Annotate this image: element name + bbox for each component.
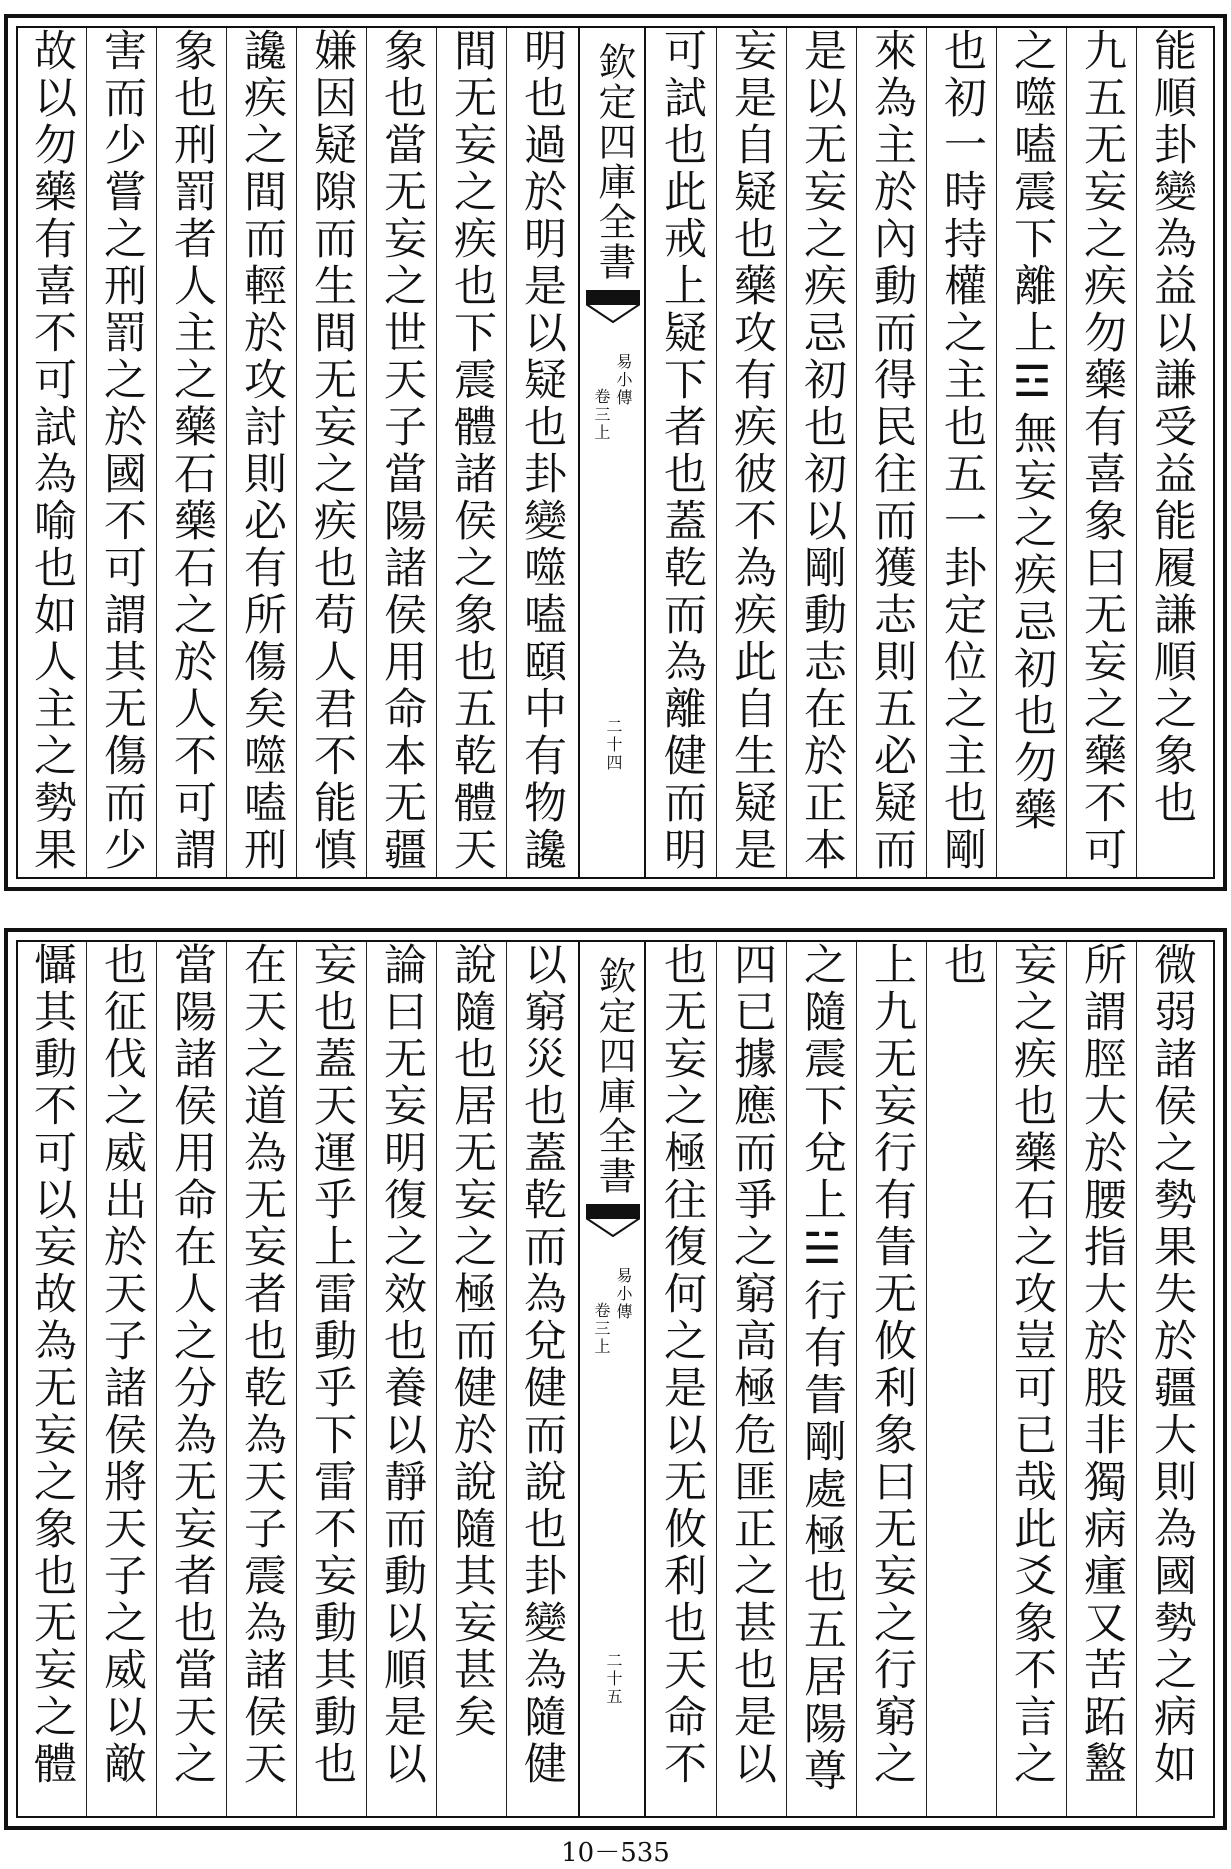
page-number: 10－535 [561, 1838, 670, 1868]
volume-label: 卷三上 [592, 388, 611, 442]
text-column: 妄之疾也藥石之攻豈可已哉此爻象不言之 [1007, 942, 1057, 1788]
text-column: 象也當无妄之世天子當陽諸侯用命本无疆 [377, 28, 427, 874]
text-column: 來為主於內動而得民往而獲志則五必疑而 [867, 28, 917, 874]
text-column: 四已據應而爭之窮高極危匪正之甚也是以 [727, 942, 777, 1788]
text-column: 明也過於明是以疑也卦變噬嗑頤中有物讒 [517, 28, 567, 874]
volume-label: 卷三上 [592, 1302, 611, 1356]
collection-title: 欽定四庫全書 [592, 956, 636, 1196]
center-margin-strip [578, 942, 646, 1816]
text-column: 所謂脛大於腰指大於股非獨病瘇又苦跖盭 [1077, 942, 1127, 1788]
book-title: 易小傳 [614, 1267, 633, 1321]
text-column: 是以无妄之疾忌初也初以剛動志在於正本 [797, 28, 847, 874]
folio-number: 二十五 [604, 1652, 623, 1706]
text-column: 也征伐之威出於天子諸侯將天子之威以敵 [97, 942, 147, 1788]
book-title: 易小傳 [614, 353, 633, 407]
text-column: 九五无妄之疾勿藥有喜象曰无妄之藥不可 [1077, 28, 1127, 874]
text-column: 也 [937, 942, 987, 989]
text-column: 害而少嘗之刑罰之於國不可謂其无傷而少 [97, 28, 147, 874]
text-column: 妄也蓋天運乎上雷動乎下雷不妄動其動也 [307, 942, 357, 1788]
text-column: 微弱諸侯之勢果失於疆大則為國勢之病如 [1147, 942, 1197, 1788]
text-column: 可試也此戒上疑下者也蓋乾而為離健而明 [657, 28, 707, 874]
folio-number: 二十四 [604, 718, 623, 772]
text-column: 能順卦變為益以謙受益能履謙順之象也 [1147, 28, 1197, 827]
text-column: 嫌因疑隙而生間无妄之疾也苟人君不能慎 [307, 28, 357, 874]
text-column: 以窮災也蓋乾而為兌健而說也卦變為隨健 [517, 942, 567, 1788]
text-column: 當陽諸侯用命在人之分為无妄者也當天之 [167, 942, 217, 1788]
text-column: 也初一時持權之主也五一卦定位之主也剛 [937, 28, 987, 874]
text-column: 論曰无妄明復之效也養以靜而動以順是以 [377, 942, 427, 1788]
fishtail-ornament [586, 1204, 640, 1238]
text-column: 也无妄之極往復何之是以无攸利也天命不 [657, 942, 707, 1788]
collection-title: 欽定四庫全書 [592, 42, 636, 282]
top-page-frame [4, 14, 1227, 891]
bottom-page-frame [4, 928, 1227, 1830]
text-column: 懾其動不可以妄故為无妄之象也无妄之體 [27, 942, 77, 1788]
text-column: 在天之道為无妄者也乾為天子震為諸侯天 [237, 942, 287, 1788]
text-column: 讒疾之間而輕於攻討則必有所傷矣噬嗑刑 [237, 28, 287, 874]
text-column: 故以勿藥有喜不可試為喻也如人主之勢果 [27, 28, 77, 874]
center-margin-strip [578, 28, 646, 877]
text-column: 間无妄之疾也下震體諸侯之象也五乾體天 [447, 28, 497, 874]
text-column: 之噬嗑震下離上☲無妄之疾忌初也勿藥 [1007, 28, 1057, 834]
fishtail-ornament [586, 290, 640, 324]
text-column: 上九无妄行有眚无攸利象曰无妄之行窮之 [867, 942, 917, 1788]
text-column: 之隨震下兌上☱行有眚剛處極也五居陽尊 [797, 942, 847, 1795]
text-column: 說隨也居无妄之極而健於說隨其妄甚矣 [447, 942, 497, 1741]
text-column: 妄是自疑也藥攻有疾彼不為疾此自生疑是 [727, 28, 777, 874]
text-column: 象也刑罰者人主之藥石藥石之於人不可謂 [167, 28, 217, 874]
